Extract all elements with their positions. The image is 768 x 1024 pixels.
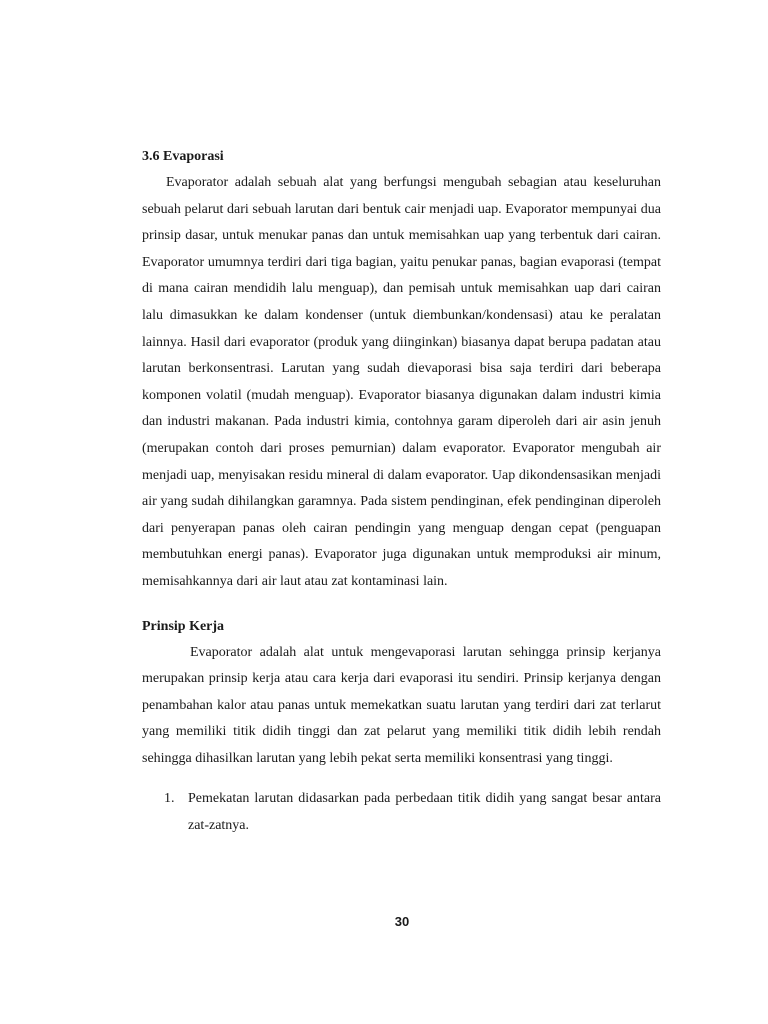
page-content [142,143,661,840]
page-number: 30 [394,914,410,929]
list-item [142,786,661,839]
section-paragraph: Evaporator adalah sebuah alat yang berfungsi mengubah sebagian atau keseluruhan sebuah pelarut dari sebuah larutan dari bentuk cair menjadi uap. Evaporator mempunyai dua prinsip dasar, untuk menukar panas dan untuk memisahkan uap yang terbentuk dari cairan. Evaporator umumnya terdiri dari tiga bagian, yaitu penukar panas, bagian evaporasi (tempat di mana cairan mendidih lalu menguap), dan pemisah untuk memisahkan uap dari cairan lalu dimasukkan ke dalam kondenser (untuk diembunkan/kondensasi) atau ke peralatan lainnya. Hasil dari evaporator (produk yang diinginkan) biasanya dapat berupa padatan atau larutan berkonsentrasi. Larutan yang sudah dievaporasi bisa saja terdiri dari beberapa komponen volatil (mudah menguap). Evaporator biasanya digunakan dalam industri kimia dan industri makanan. Pada industri kimia, contohnya garam diperoleh dari air asin jenuh (merupakan contoh dari proses pemurnian) dalam evaporator. Evaporator mengubah air menjadi uap, menyisakan residu mineral di dalam evaporator. Uap dikondensasikan menjadi air yang sudah dihilangkan garamnya. Pada sistem pendinginan, efek pendinginan diperoleh dari penyerapan panas oleh cairan pendingin yang menguap dengan cepat (penguapan membutuhkan energi panas). Evaporator juga digunakan untuk memproduksi air minum, memisahkannya dari air laut atau zat kontaminasi lain. [142,175,661,589]
list-item-text: Pemekatan larutan didasarkan pada perbedaan titik didih yang sangat besar antara zat-zatnya. [188,791,661,834]
prinsip-heading: Prinsip Kerja [142,618,225,634]
list-item-number: 1. [164,791,175,807]
section-heading: 3.6 Evaporasi [142,149,224,164]
prinsip-paragraph: Evaporator adalah alat untuk mengevaporasi larutan sehingga prinsip kerjanya merupakan prinsip kerja atau cara kerja dari evaporasi itu sendiri. Prinsip kerjanya dengan penambahan kalor atau panas untuk memekatkan suatu larutan yang terdiri dari zat terlarut yang memiliki titik didih tinggi dan zat pelarut yang memiliki titik didih lebih rendah sehingga dihasilkan larutan yang lebih pekat serta memiliki konsentrasi yang tinggi. [142,644,661,766]
